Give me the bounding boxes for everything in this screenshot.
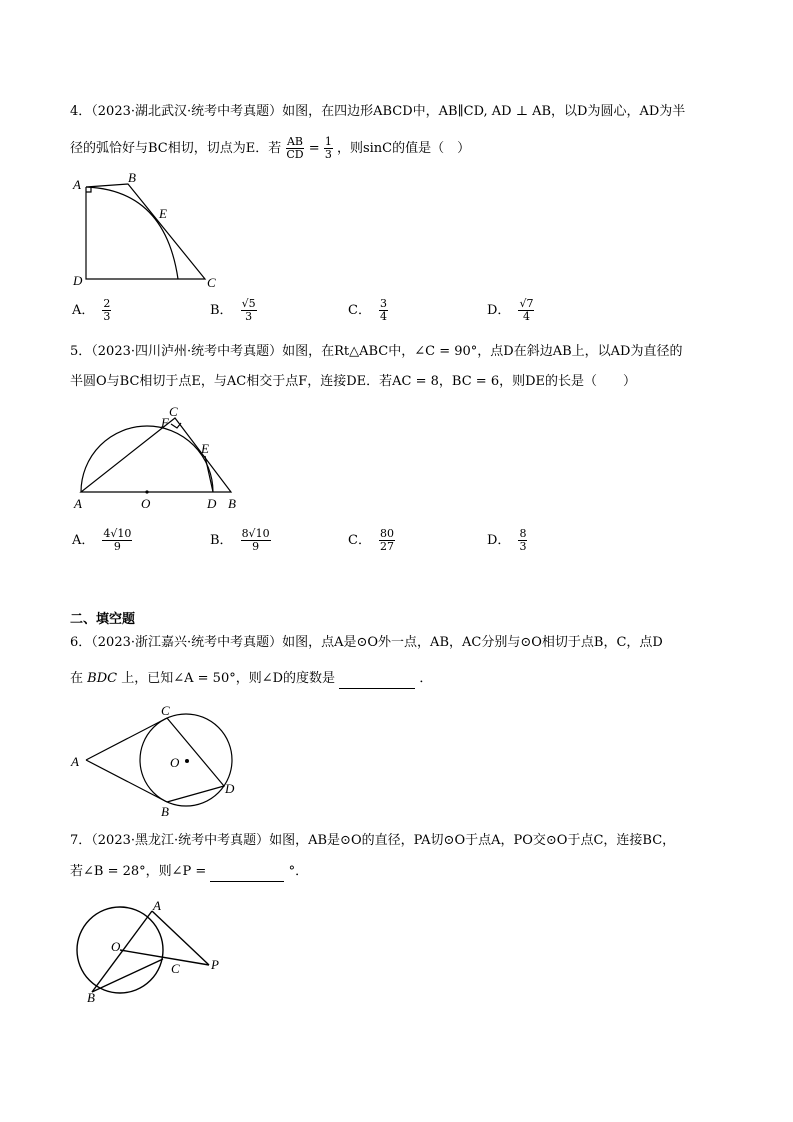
- q7-stem-end: °．: [288, 864, 309, 879]
- option-fraction: [102, 298, 111, 323]
- q6-stem-text-2: 上，已知∠A = 50°，则∠D的度数是: [121, 671, 336, 686]
- q4-stem-line1: 4．（2023·湖北武汉·统考中考真题）如图，在四边形ABCD中，AB∥CD, AD ⊥ AB，以D为圆心，AD为半: [70, 104, 686, 119]
- fraction-numerator: 8√10: [241, 527, 270, 540]
- q6-label-D: D: [225, 781, 235, 796]
- q6-label-A: A: [71, 754, 79, 769]
- option-label: B．: [210, 533, 233, 548]
- q6-label-C: C: [161, 703, 170, 718]
- option-label: B．: [210, 303, 233, 318]
- fraction-numerator: √7: [519, 297, 534, 310]
- q5-semicircle: [81, 426, 213, 492]
- fraction-numerator: AB: [286, 135, 304, 148]
- fraction-denominator: 4: [379, 310, 387, 323]
- fraction-numerator: √5: [241, 297, 256, 310]
- q7-label-P: P: [211, 957, 219, 972]
- q6-center-dot: [185, 759, 189, 763]
- fraction-denominator: 3: [324, 148, 332, 161]
- fraction-denominator: 9: [252, 540, 260, 553]
- q4-label-D: D: [73, 273, 83, 288]
- option-label: D．: [487, 533, 511, 548]
- fraction-denominator: 3: [245, 310, 253, 323]
- q6-figure: [65, 700, 250, 820]
- q7-stem-text: 若∠B = 28°，则∠P =: [70, 864, 207, 879]
- q5-segment-DE: [205, 456, 213, 492]
- option-fraction: [518, 528, 527, 553]
- fraction-denominator: 3: [519, 540, 527, 553]
- q4-option-c[interactable]: [348, 298, 388, 323]
- option-fraction: [379, 528, 395, 553]
- fraction-numerator: 4√10: [103, 527, 132, 540]
- q7-diameter-AB: [92, 911, 152, 992]
- q5-label-B: B: [228, 496, 236, 511]
- q6-stem-end: ．: [419, 671, 433, 686]
- q4-label-E: E: [159, 206, 167, 221]
- q4-arc: [86, 187, 178, 279]
- q6-stem-text: 在: [70, 671, 84, 686]
- q6-tangent-lines: [86, 718, 167, 802]
- fraction-numerator: 1: [324, 135, 332, 148]
- option-fraction: [379, 298, 388, 323]
- fraction-numerator: 8: [519, 527, 527, 540]
- option-fraction: [241, 528, 271, 553]
- q5-center-dot: [145, 490, 148, 493]
- q5-figure: [65, 400, 250, 515]
- q6-stem-line1: 6．（2023·浙江嘉兴·统考中考真题）如图，点A是⊙O外一点，AB，AC分别与⊙O相切于点B，C，点D: [70, 635, 663, 650]
- q5-label-C: C: [169, 404, 178, 419]
- q5-option-b[interactable]: [210, 528, 271, 553]
- q7-segment-BC: [92, 959, 163, 992]
- q5-label-E: E: [201, 441, 209, 456]
- q6-label-B: B: [161, 804, 169, 819]
- q6-answer-blank[interactable]: [339, 670, 415, 689]
- option-fraction: [102, 528, 132, 553]
- q4-stem-tail: ，则sinC的值是（ ）: [336, 141, 471, 156]
- q6-arc-label: BDC: [87, 671, 118, 686]
- q7-label-A: A: [153, 898, 161, 913]
- q5-option-a[interactable]: [72, 528, 132, 553]
- fraction-numerator: 3: [379, 297, 387, 310]
- q5-label-D: D: [207, 496, 217, 511]
- equals-sign: =: [308, 141, 320, 156]
- q4-stem-line2: [70, 136, 470, 161]
- q4-label-C: C: [207, 275, 216, 290]
- q7-label-O: O: [111, 939, 121, 954]
- q5-stem-line1: 5．（2023·四川泸州·统考中考真题）如图，在Rt△ABC中，∠C = 90°，点D在斜边AB上，以AD为直径的: [70, 344, 683, 359]
- q7-stem-line1: 7．（2023·黑龙江·统考中考真题）如图，AB是⊙O的直径，PA切⊙O于点A，PO交⊙O于点C，连接BC，: [70, 833, 676, 848]
- q5-label-A: A: [74, 496, 82, 511]
- q5-stem-line2: 半圆O与BC相切于点E，与AC相交于点F，连接DE．若AC = 8，BC = 6，则DE的长是（ ）: [70, 374, 637, 389]
- fraction-denominator: 9: [113, 540, 121, 553]
- q7-label-B: B: [87, 990, 95, 1005]
- q7-figure: [65, 895, 235, 1010]
- option-label: A．: [72, 303, 95, 318]
- q5-option-c[interactable]: [348, 528, 395, 553]
- q7-answer-blank[interactable]: [210, 863, 284, 882]
- q4-option-a[interactable]: [72, 298, 111, 323]
- q4-option-b[interactable]: [210, 298, 257, 323]
- fraction-denominator: CD: [286, 148, 304, 161]
- q4-quadrilateral: [86, 184, 205, 279]
- q4-label-A: A: [73, 177, 81, 192]
- q6-label-O: O: [170, 755, 180, 770]
- q5-label-F: F: [161, 415, 169, 430]
- q7-stem-line2: [70, 863, 308, 882]
- q5-option-d[interactable]: [487, 528, 527, 553]
- option-label: D．: [487, 303, 511, 318]
- q7-label-C: C: [171, 961, 180, 976]
- q4-ratio-value: [324, 136, 333, 161]
- option-fraction: [518, 298, 534, 323]
- fraction-numerator: 80: [379, 527, 394, 540]
- q4-stem-text: 径的弧恰好与BC相切，切点为E．若: [70, 141, 282, 156]
- option-label: A．: [72, 533, 95, 548]
- q4-label-B: B: [128, 170, 136, 185]
- q4-figure: [65, 170, 230, 290]
- q6-stem-line2: [70, 670, 432, 689]
- option-label: C．: [348, 303, 371, 318]
- fraction-denominator: 4: [522, 310, 530, 323]
- fraction-numerator: 2: [103, 297, 111, 310]
- q4-ratio-fraction: [285, 136, 304, 161]
- q5-label-O: O: [141, 496, 151, 511]
- option-label: C．: [348, 533, 371, 548]
- fraction-denominator: 3: [103, 310, 111, 323]
- fraction-denominator: 27: [379, 540, 394, 553]
- q4-option-d[interactable]: [487, 298, 534, 323]
- option-fraction: [241, 298, 257, 323]
- section-heading-fill-in: 二、填空题: [70, 612, 136, 627]
